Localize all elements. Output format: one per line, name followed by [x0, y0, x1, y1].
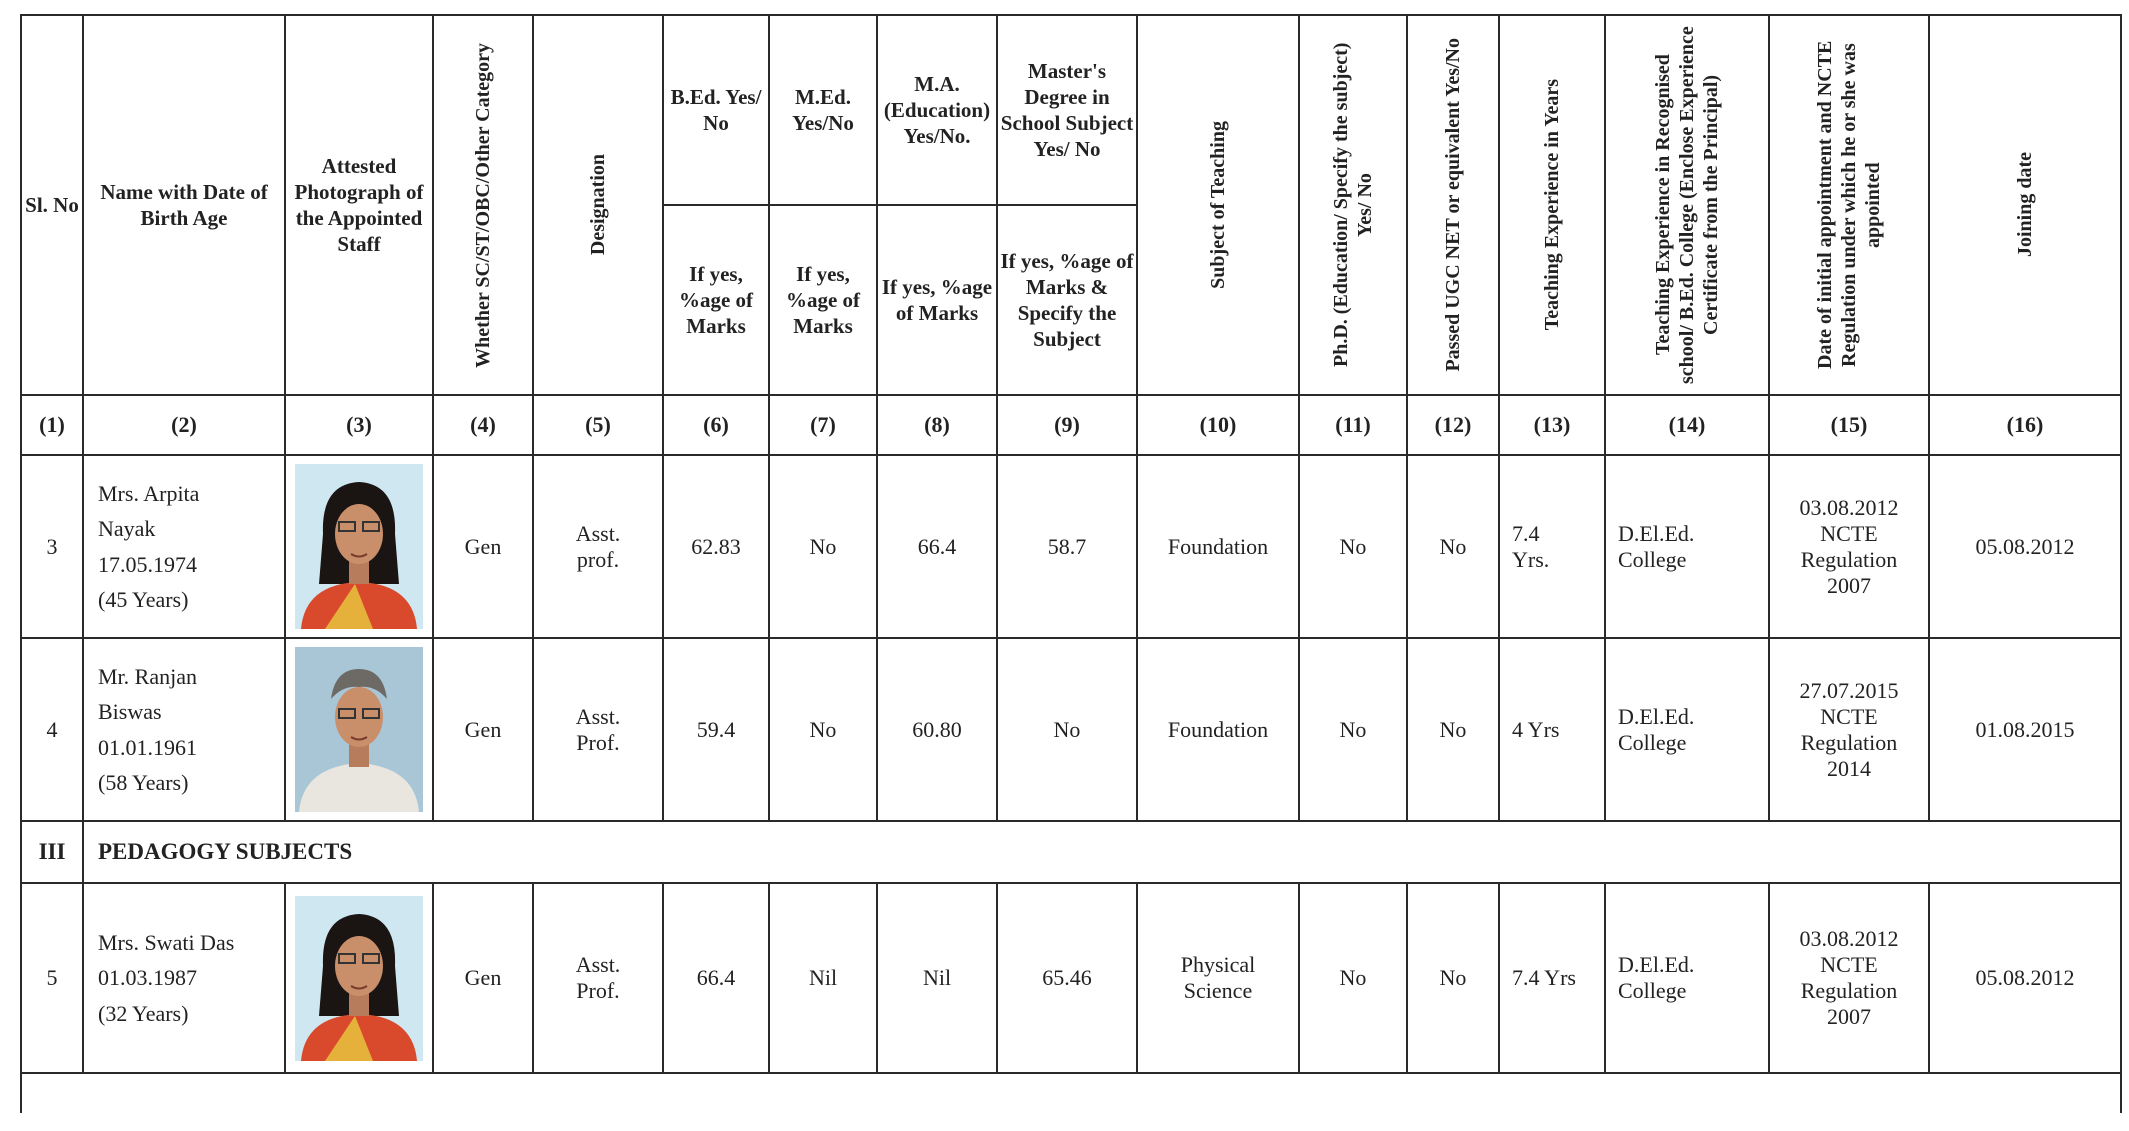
exp-line: Yrs.	[1512, 546, 1550, 572]
appointment-line: 03.08.2012	[1799, 494, 1899, 520]
cell-net: No	[1407, 638, 1499, 821]
section-number: III	[21, 821, 83, 883]
name-line: Mr. Ranjan	[98, 664, 197, 690]
cell-designation	[533, 455, 663, 638]
cell-exp-school	[1605, 455, 1769, 638]
cell-masters: 65.46	[997, 883, 1137, 1073]
column-number: (12)	[1407, 395, 1499, 455]
cell-bed: 59.4	[663, 638, 769, 821]
header-ma-sub: If yes, %age of Marks	[877, 205, 997, 395]
header-designation: Designation	[533, 15, 663, 395]
cell-bed: 66.4	[663, 883, 769, 1073]
header-med: M.Ed. Yes/No	[769, 15, 877, 205]
appointment-line: NCTE	[1820, 703, 1878, 729]
table-row	[21, 638, 2121, 821]
column-number: (4)	[433, 395, 533, 455]
cell-category: Gen	[433, 883, 533, 1073]
header-bed-sub: If yes, %age of Marks	[663, 205, 769, 395]
cell-phd: No	[1299, 883, 1407, 1073]
section-row	[21, 821, 2121, 883]
designation-line: Asst.	[575, 952, 621, 977]
column-number: (2)	[83, 395, 285, 455]
cell-sl: 3	[21, 455, 83, 638]
header-exp: Teaching Experience in Years	[1499, 15, 1605, 395]
cell-sl: 5	[21, 883, 83, 1073]
header-name: Name with Date of Birth Age	[83, 15, 285, 395]
cell-masters: 58.7	[997, 455, 1137, 638]
cell-category: Gen	[433, 455, 533, 638]
cell-med: No	[769, 455, 877, 638]
cell-photo	[285, 455, 433, 638]
column-number: (9)	[997, 395, 1137, 455]
cell-name	[83, 883, 285, 1073]
cell-designation	[533, 883, 663, 1073]
cell-ma: Nil	[877, 883, 997, 1073]
cell-subject	[1137, 455, 1299, 638]
cell-exp-school	[1605, 638, 1769, 821]
cell-exp	[1499, 455, 1605, 638]
appointment-line: 27.07.2015	[1799, 677, 1899, 703]
name-line: (58 Years)	[98, 769, 189, 795]
appointment-line: NCTE	[1820, 952, 1878, 977]
name-line: (45 Years)	[98, 586, 189, 612]
column-number: (16)	[1929, 395, 2121, 455]
header-exp-school: Teaching Experience in Recognised school/ B.Ed. College (Enclose Experience Certificate from the Principal)	[1605, 15, 1769, 395]
header-net: Passed UGC NET or equivalent Yes/No	[1407, 15, 1499, 395]
staff-table	[20, 14, 2122, 1113]
column-number: (6)	[663, 395, 769, 455]
name-line: 01.03.1987	[98, 965, 197, 991]
column-number: (1)	[21, 395, 83, 455]
table-body	[21, 395, 2121, 1113]
cell-exp	[1499, 638, 1605, 821]
subject-line: Foundation	[1167, 716, 1269, 742]
header-subject: Subject of Teaching	[1137, 15, 1299, 395]
table-row-partial	[21, 1073, 2121, 1113]
appointment-line: 2007	[1827, 1004, 1871, 1029]
cell-subject	[1137, 638, 1299, 821]
appointment-line: 2014	[1827, 755, 1871, 781]
header-masters-sub: If yes, %age of Marks & Specify the Subject	[997, 205, 1137, 395]
cell-designation	[533, 638, 663, 821]
appointment-line: Regulation	[1800, 729, 1898, 755]
section-title: PEDAGOGY SUBJECTS	[83, 821, 2121, 883]
header-photo: Attested Photograph of the Appointed Staff	[285, 15, 433, 395]
cell-ma: 66.4	[877, 455, 997, 638]
designation-line: Prof.	[576, 978, 620, 1003]
name-line: Mrs. Swati Das	[98, 930, 235, 956]
column-number: (10)	[1137, 395, 1299, 455]
cell-photo	[285, 883, 433, 1073]
column-number: (3)	[285, 395, 433, 455]
cell-med: Nil	[769, 883, 877, 1073]
cell-net: No	[1407, 883, 1499, 1073]
cell-category: Gen	[433, 638, 533, 821]
name-line: 01.01.1961	[98, 734, 197, 760]
header-appointment: Date of initial appointment and NCTE Regulation under which he or she was appointed	[1769, 15, 1929, 395]
header-category: Whether SC/ST/OBC/Other Category	[433, 15, 533, 395]
cell-exp	[1499, 883, 1605, 1073]
subject-line: Science	[1183, 978, 1253, 1003]
exp-school-line: College	[1618, 546, 1687, 572]
cell-net: No	[1407, 455, 1499, 638]
cell-joining: 01.08.2015	[1929, 638, 2121, 821]
designation-line: Asst.	[575, 520, 621, 546]
cell-exp-school	[1605, 883, 1769, 1073]
exp-school-line: D.El.Ed.	[1618, 952, 1695, 977]
cell-photo	[285, 638, 433, 821]
exp-school-line: College	[1618, 978, 1687, 1003]
header-med-sub: If yes, %age of Marks	[769, 205, 877, 395]
photo-female-icon	[295, 896, 423, 1061]
cell-sl: 4	[21, 638, 83, 821]
column-number: (8)	[877, 395, 997, 455]
header-bed: B.Ed. Yes/ No	[663, 15, 769, 205]
header-joining: Joining date	[1929, 15, 2121, 395]
header-sl: Sl. No	[21, 15, 83, 395]
cell-phd: No	[1299, 455, 1407, 638]
name-line: Biswas	[98, 699, 162, 725]
cell-appointment	[1769, 638, 1929, 821]
column-number: (13)	[1499, 395, 1605, 455]
header-phd: Ph.D. (Education/ Specify the subject) Yes/ No	[1299, 15, 1407, 395]
cell-bed: 62.83	[663, 455, 769, 638]
cell-name	[83, 638, 285, 821]
cell-joining: 05.08.2012	[1929, 455, 2121, 638]
column-number: (11)	[1299, 395, 1407, 455]
cell-name	[83, 455, 285, 638]
cell-appointment	[1769, 455, 1929, 638]
subject-line: Physical	[1180, 952, 1256, 977]
column-number: (15)	[1769, 395, 1929, 455]
name-line: 17.05.1974	[98, 551, 197, 577]
photo-male-icon	[295, 647, 423, 812]
appointment-line: NCTE	[1820, 520, 1878, 546]
exp-line: 4 Yrs	[1512, 716, 1560, 742]
exp-school-line: College	[1618, 729, 1687, 755]
exp-school-line: D.El.Ed.	[1618, 520, 1695, 546]
name-line: Mrs. Arpita	[98, 481, 200, 507]
name-line: Nayak	[98, 516, 156, 542]
table-row	[21, 455, 2121, 638]
cell-joining: 05.08.2012	[1929, 883, 2121, 1073]
appointment-line: 03.08.2012	[1799, 926, 1899, 951]
subject-line: Foundation	[1167, 533, 1269, 559]
cell-appointment	[1769, 883, 1929, 1073]
designation-line: prof.	[576, 546, 620, 572]
column-number: (5)	[533, 395, 663, 455]
appointment-line: 2007	[1827, 572, 1871, 598]
exp-line: 7.4 Yrs	[1512, 965, 1576, 990]
cell-masters: No	[997, 638, 1137, 821]
header-ma: M.A. (Education) Yes/No.	[877, 15, 997, 205]
exp-school-line: D.El.Ed.	[1618, 703, 1695, 729]
cell-subject	[1137, 883, 1299, 1073]
table-row	[21, 883, 2121, 1073]
cell-med: No	[769, 638, 877, 821]
cell-ma: 60.80	[877, 638, 997, 821]
photo-female-icon	[295, 464, 423, 629]
cell-phd: No	[1299, 638, 1407, 821]
name-line: (32 Years)	[98, 1000, 189, 1026]
appointment-line: Regulation	[1800, 546, 1898, 572]
header-masters: Master's Degree in School Subject Yes/ No	[997, 15, 1137, 205]
column-number-row	[21, 395, 2121, 455]
column-number: (14)	[1605, 395, 1769, 455]
appointment-line: Regulation	[1800, 978, 1898, 1003]
column-number: (7)	[769, 395, 877, 455]
designation-line: Asst.	[575, 703, 621, 729]
designation-line: Prof.	[576, 729, 620, 755]
exp-line: 7.4	[1512, 520, 1540, 546]
